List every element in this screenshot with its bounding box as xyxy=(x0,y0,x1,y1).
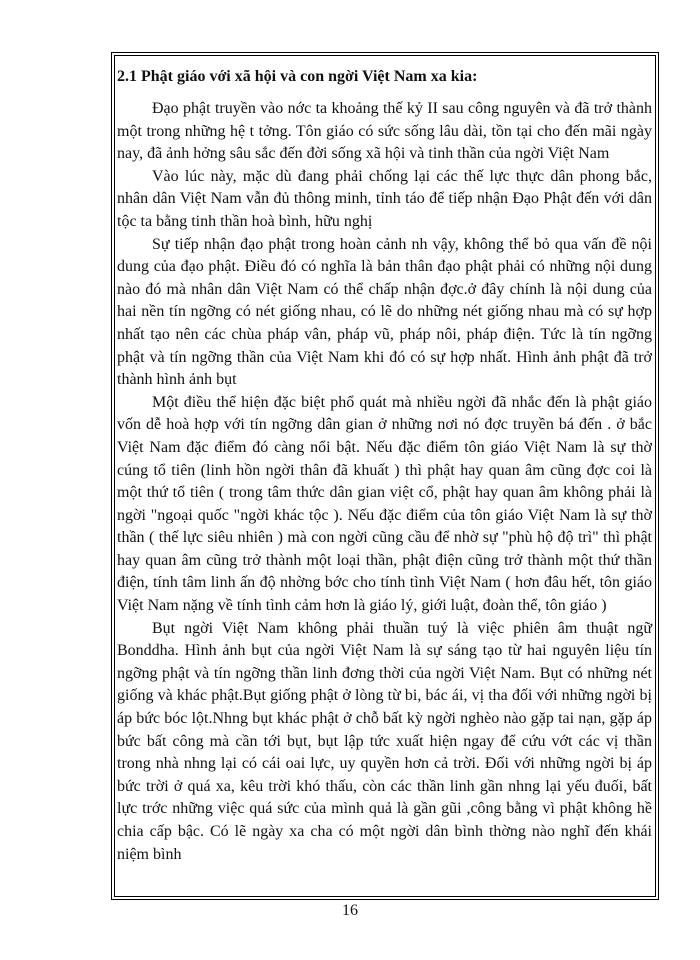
page-content xyxy=(117,66,652,866)
paragraph-3: Sự tiếp nhận đạo phật trong hoàn cảnh nh vậy, không thể bỏ qua vấn đề nội dung của đạo phật. Điều đó có nghĩa là bản thân đạo phật phải có những nội dung nào đó mà nhân dân Việt Nam có thể chấp nhận đợc.ở đây chính là nội dung của hai nền tín ngỡng có nét giống nhau, có lẽ do những nét giống nhau mà có sự hợp nhất tạo nên các chùa pháp vân, pháp vũ, pháp nôi, pháp điện. Tức là tín ngỡng phật và tín ngỡng thần của Việt Nam khi đó có sự hợp nhất. Hình ảnh phật đã trở thành hình ảnh bụt xyxy=(117,235,652,389)
paragraph-4: Một điều thể hiện đặc biệt phổ quát mà nhiều ngời đã nhắc đến là phật giáo vốn dễ hoà hợp với tín ngỡng dân gian ở những nơi nó đợc truyền bá đến . ở bắc Việt Nam đặc điểm đó càng nổi bật. Nếu đặc điểm tôn giáo Việt Nam là sự thờ cúng tổ tiên (linh hồn ngời thân đã khuất ) thì phật hay quan âm cũng đợc coi là một thứ tổ tiên ( trong tâm thức dân gian việt cổ, phật hay quan âm không phải là ngời "ngoại quốc "ngời khác tộc ). Nếu đặc điểm của tôn giáo Việt Nam là sự thờ thần ( thế lực siêu nhiên ) mà con ngời cũng cầu để nhờ sự "phù hộ độ trì" thì phật hay quan âm cũng trở thành một loại thần, phật điện cũng trở thành một thứ thần điện, tính tâm linh ấn độ nhờng bớc cho tính tình Việt Nam ( hơn đâu hết, tôn giáo Việt Nam nặng về tính tình cảm hơn là giáo lý, giới luật, đoàn thể, tôn giáo ) xyxy=(117,393,652,615)
section-heading: 2.1 Phật giáo với xã hội và con ngời Việt Nam xa kia: xyxy=(117,68,478,85)
paragraph-2: Vào lúc này, mặc dù đang phải chống lại các thế lực thực dân phong bắc, nhân dân Việt Nam vẫn đủ thông minh, tỉnh táo để tiếp nhận Đạo Phật đến với dân tộc ta bằng tinh thần hoà bình, hữu nghị xyxy=(117,167,652,230)
paragraph-5: Bụt ngời Việt Nam không phải thuần tuý là việc phiên âm thuật ngữ Bonddha. Hình ảnh bụt của ngời Việt Nam là sự sáng tạo từ hai nguyên liệu tín ngỡng phật và tín ngỡng thần linh đơng thời của ngời Việt Nam. Bụt có những nét giống và khác phật.Bụt giống phật ở lòng từ bi, bác ái, vị tha đối với những ngời bị áp bức bóc lột.Nhng bụt khác phật ở chỗ bất kỳ ngời nghèo nào gặp tai nạn, gặp áp bức bất công mà cần tới bụt, bụt lập tức xuất hiện ngay để cứu vớt các vị thần trong nhà nhng lại có cái oai lực, uy quyền hơn cả trời. Đối với những ngời bị áp bức trời ở quá xa, kêu trời khó thấu, còn các thần linh gần nhng lại yếu đuối, bất lực trớc những việc quá sức của mình quả là gần gũi ,công bằng vì phật không hề chia cấp bậc. Có lẽ ngày xa cha có một ngời dân bình thờng nào nghĩ đến khái niệm bình xyxy=(117,619,652,863)
paragraph-1: Đạo phật truyền vào nớc ta khoảng thế kỷ II sau công nguyên và đã trở thành một trong những hệ t tởng. Tôn giáo có sức sống lâu dài, tồn tại cho đến mãi ngày nay, đã ảnh hởng sâu sắc đến đời sống xã hội và tinh thần của ngời Việt Nam xyxy=(117,100,652,163)
page-number: 16 xyxy=(342,902,358,919)
